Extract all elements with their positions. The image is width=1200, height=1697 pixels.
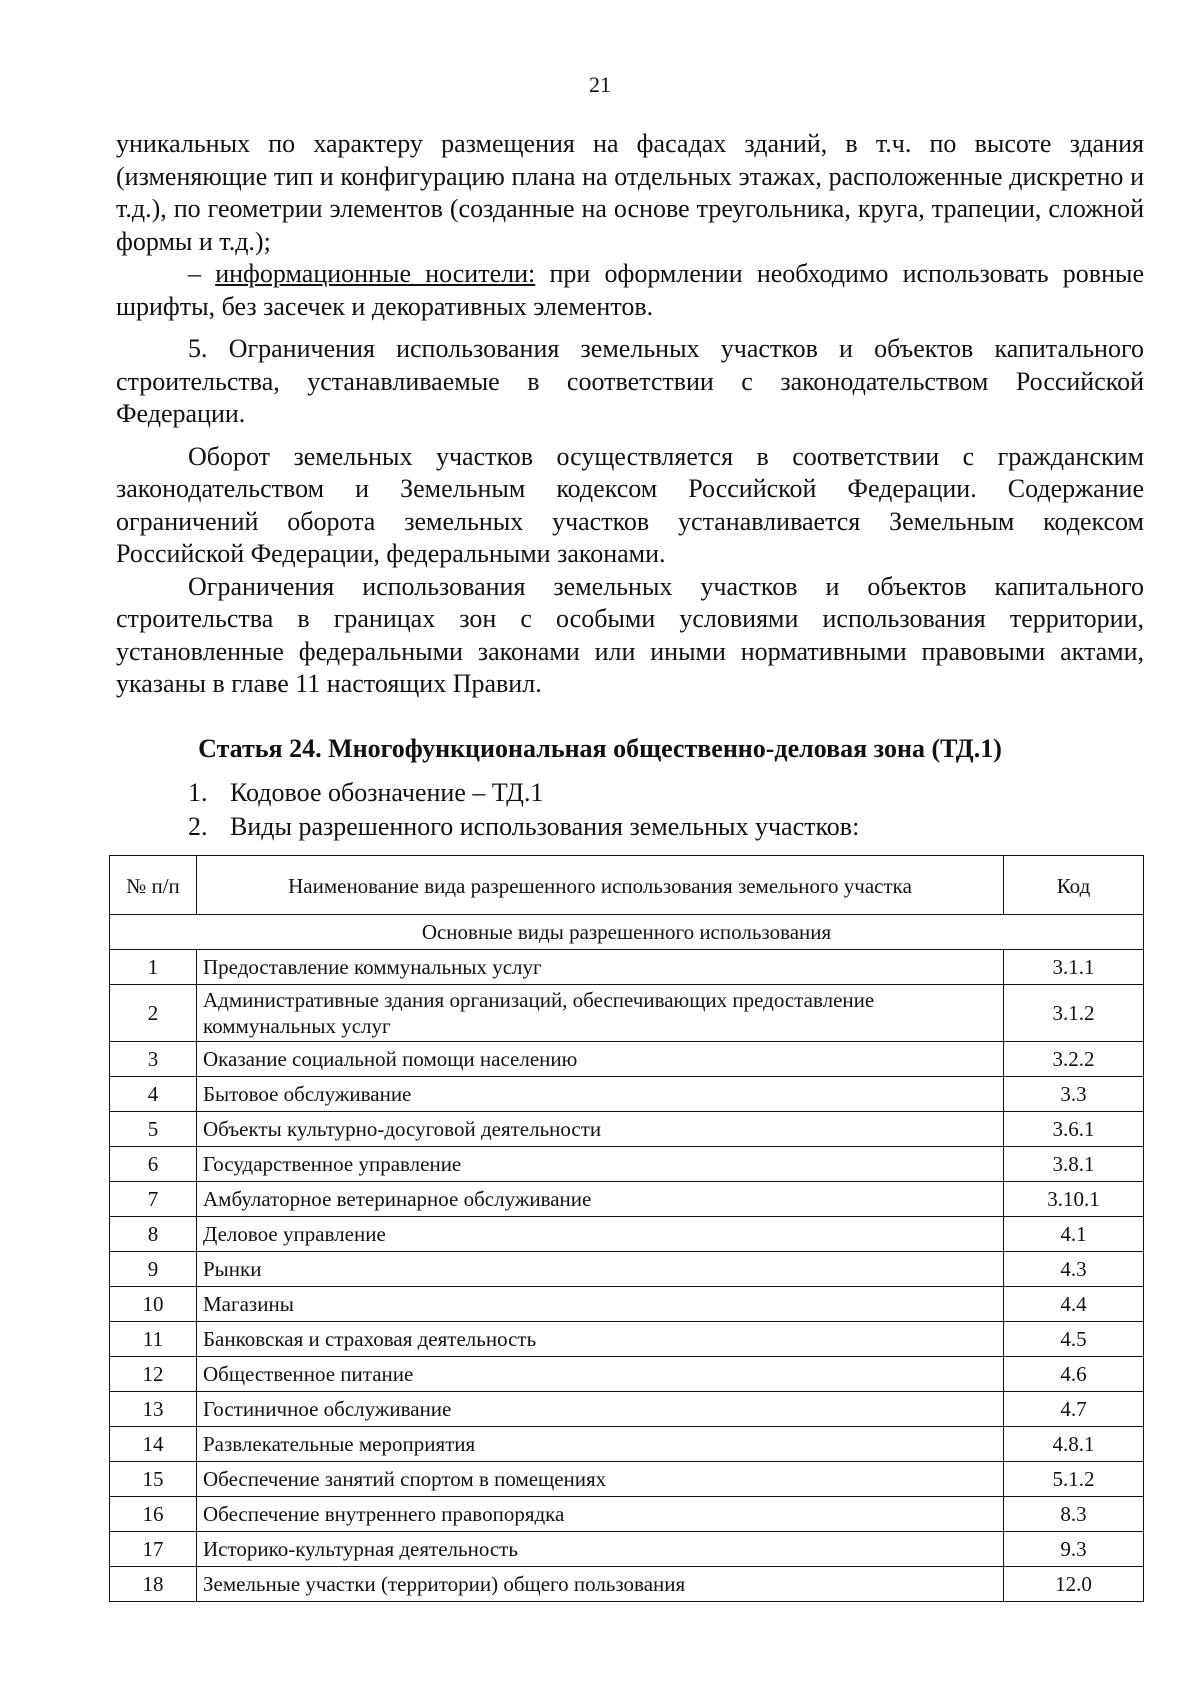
numbered-item <box>188 776 543 810</box>
article-heading: Статья 24. Многофункциональная общественно-деловая зона (ТД.1) <box>198 734 1002 763</box>
row-name: Амбулаторное ветеринарное обслуживание <box>197 1182 1004 1217</box>
paragraph-special-zones: Ограничения использования земельных участков и объектов капитального строительства в границах зон с особыми условиями использования территории, установленные федеральными законами или иными нормативными правовыми актами, указаны в главе 11 настоящих Правил. <box>116 571 1144 698</box>
row-code: 4.5 <box>1004 1322 1144 1357</box>
row-num: 8 <box>110 1217 197 1252</box>
row-code: 4.8.1 <box>1004 1427 1144 1462</box>
table-row <box>110 1462 1144 1497</box>
info-carriers-text: при оформлении необходимо использовать ровные шрифты, без засечек и декоративных элементов. <box>116 259 1145 321</box>
row-name: Общественное питание <box>197 1357 1004 1392</box>
page-number: 21 <box>589 72 611 97</box>
row-code: 3.3 <box>1004 1077 1144 1112</box>
table-header-row <box>110 856 1144 915</box>
row-name: Государственное управление <box>197 1147 1004 1182</box>
table-row <box>110 950 1144 985</box>
table-row <box>110 1392 1144 1427</box>
row-name: Предоставление коммунальных услуг <box>197 950 1004 985</box>
row-num: 15 <box>110 1462 197 1497</box>
item-text: Виды разрешенного использования земельных участков: <box>230 812 860 841</box>
table-row <box>110 1147 1144 1182</box>
row-code: 8.3 <box>1004 1497 1144 1532</box>
table-row <box>110 1112 1144 1147</box>
row-num: 6 <box>110 1147 197 1182</box>
row-name: Деловое управление <box>197 1217 1004 1252</box>
row-code: 4.3 <box>1004 1252 1144 1287</box>
row-num: 17 <box>110 1532 197 1567</box>
row-num: 2 <box>110 985 197 1042</box>
row-num: 13 <box>110 1392 197 1427</box>
table-row <box>110 1252 1144 1287</box>
row-code: 4.6 <box>1004 1357 1144 1392</box>
row-name: Гостиничное обслуживание <box>197 1392 1004 1427</box>
header-name: Наименование вида разрешенного использования земельного участка <box>197 856 1004 915</box>
row-num: 11 <box>110 1322 197 1357</box>
row-name: Банковская и страховая деятельность <box>197 1322 1004 1357</box>
item-number: 2. <box>188 812 208 841</box>
row-num: 18 <box>110 1567 197 1602</box>
section-title: Основные виды разрешенного использования <box>110 915 1144 950</box>
row-num: 9 <box>110 1252 197 1287</box>
row-code: 3.1.1 <box>1004 950 1144 985</box>
permitted-uses-table <box>109 855 1144 1602</box>
row-code: 5.1.2 <box>1004 1462 1144 1497</box>
item-text: Кодовое обозначение – ТД.1 <box>230 778 544 807</box>
table-row <box>110 985 1144 1042</box>
table-row <box>110 1182 1144 1217</box>
body-text <box>116 128 1144 701</box>
row-num: 14 <box>110 1427 197 1462</box>
item-number: 1. <box>188 778 208 807</box>
row-name: Объекты культурно-досуговой деятельности <box>197 1112 1004 1147</box>
row-code: 3.1.2 <box>1004 985 1144 1042</box>
paragraph-restrictions-heading: 5. Ограничения использования земельных участков и объектов капитального строительства, устанавливаемые в соответствии с законодательством Российской Федерации. <box>116 334 1144 428</box>
row-name: Историко-культурная деятельность <box>197 1532 1004 1567</box>
row-code: 9.3 <box>1004 1532 1144 1567</box>
info-carriers-term: информационные носители: <box>215 259 536 288</box>
row-name: Бытовое обслуживание <box>197 1077 1004 1112</box>
row-code: 12.0 <box>1004 1567 1144 1602</box>
row-num: 1 <box>110 950 197 985</box>
row-code: 4.1 <box>1004 1217 1144 1252</box>
table-row <box>110 1322 1144 1357</box>
table-row <box>110 1357 1144 1392</box>
table-row <box>110 1042 1144 1077</box>
row-code: 3.6.1 <box>1004 1112 1144 1147</box>
row-name: Административные здания организаций, обеспечивающих предоставление коммунальных услуг <box>197 985 1004 1042</box>
section-row <box>110 915 1144 950</box>
dash: – <box>188 259 201 288</box>
row-name: Магазины <box>197 1287 1004 1322</box>
paragraph-land-turnover: Оборот земельных участков осуществляется в соответствии с гражданским законодательством и Земельным кодексом Российской Федерации. Содержание ограничений оборота земельных участков устанавливается Земельным кодексом Российской Федерации, федеральными законами. <box>116 441 1144 568</box>
row-code: 4.4 <box>1004 1287 1144 1322</box>
row-code: 3.2.2 <box>1004 1042 1144 1077</box>
table-row <box>110 1497 1144 1532</box>
row-code: 3.10.1 <box>1004 1182 1144 1217</box>
header-code: Код <box>1004 856 1144 915</box>
paragraph-facades: уникальных по характеру размещения на фасадах зданий, в т.ч. по высоте здания (изменяющие тип и конфигурацию плана на отдельных этажах, расположенные дискретно и т.д.), по геометрии элементов (созданные на основе треугольника, круга, трапеции, сложной формы и т.д.); <box>116 129 1144 256</box>
table-row <box>110 1427 1144 1462</box>
row-code: 4.7 <box>1004 1392 1144 1427</box>
row-name: Рынки <box>197 1252 1004 1287</box>
row-name: Оказание социальной помощи населению <box>197 1042 1004 1077</box>
row-num: 3 <box>110 1042 197 1077</box>
numbered-item <box>188 810 859 844</box>
row-name: Развлекательные мероприятия <box>197 1427 1004 1462</box>
paragraph-info-carriers <box>116 258 1144 323</box>
row-name: Обеспечение внутреннего правопорядка <box>197 1497 1004 1532</box>
table-row <box>110 1567 1144 1602</box>
row-num: 10 <box>110 1287 197 1322</box>
row-num: 5 <box>110 1112 197 1147</box>
table-row <box>110 1077 1144 1112</box>
row-name: Обеспечение занятий спортом в помещениях <box>197 1462 1004 1497</box>
row-num: 16 <box>110 1497 197 1532</box>
table-row <box>110 1532 1144 1567</box>
row-name: Земельные участки (территории) общего пользования <box>197 1567 1004 1602</box>
row-num: 4 <box>110 1077 197 1112</box>
table-row <box>110 1217 1144 1252</box>
row-num: 12 <box>110 1357 197 1392</box>
header-num: № п/п <box>110 856 197 915</box>
row-num: 7 <box>110 1182 197 1217</box>
table-row <box>110 1287 1144 1322</box>
row-code: 3.8.1 <box>1004 1147 1144 1182</box>
